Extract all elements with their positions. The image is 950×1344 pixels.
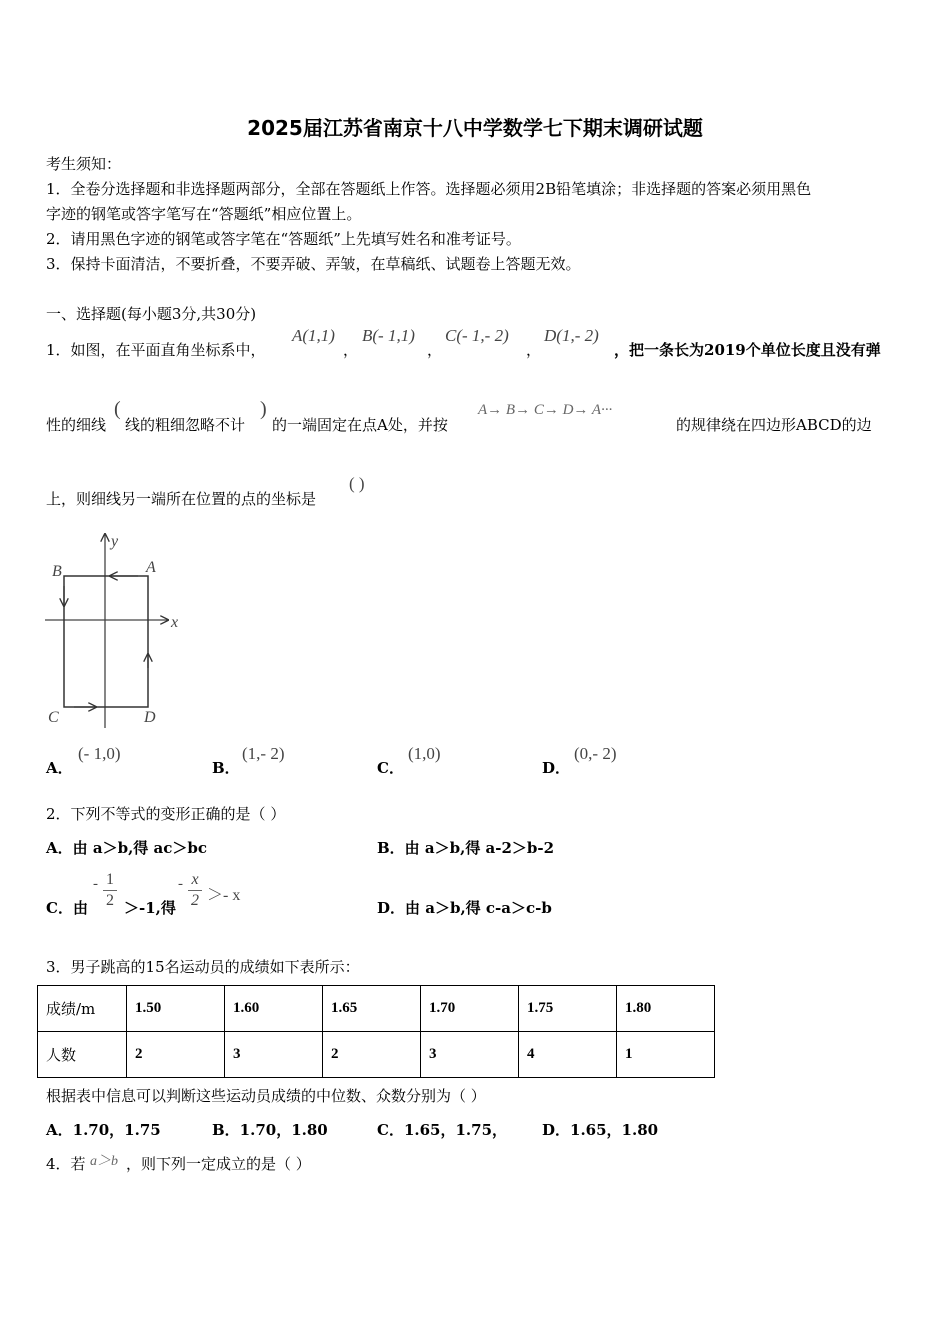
notice-heading: 考生须知： [46, 155, 122, 173]
q4-lead: 4．若 [46, 1155, 86, 1173]
label-b: B [52, 563, 62, 580]
xfrac-num: x [191, 871, 199, 888]
q2-option-c-end: ＞- x [207, 887, 241, 904]
q1-option-b-label: B． [212, 759, 240, 777]
label-c: C [48, 709, 59, 726]
q2-stem: 2．下列不等式的变形正确的是（ ） [46, 805, 286, 823]
notice-line-1b: 字迹的钢笔或答字笔写在“答题纸”相应位置上。 [46, 205, 362, 223]
q2-option-a: A．由 a＞b,得 ac＞bc [46, 839, 207, 857]
table-cell: 2 [127, 1032, 225, 1078]
q2-option-c-xfraction [188, 870, 202, 911]
q4-tail: ，则下列一定成立的是（ ） [126, 1155, 311, 1173]
xfrac-den: 2 [191, 892, 199, 909]
notice-line-3: 3．保持卡面清洁，不要折叠，不要弄破、弄皱，在草稿纸、试题卷上答题无效。 [46, 255, 581, 273]
table-cell: 3 [421, 1032, 519, 1078]
q1-point-c: C(- 1,- 2) [445, 326, 509, 345]
notice-line-2: 2．请用黑色字迹的钢笔或答字笔在“答题纸”上先填写姓名和准考证号。 [46, 230, 521, 248]
q1-line2-c: 的一端固定在点A处，并按 [272, 416, 448, 434]
table-row [38, 1032, 715, 1078]
q1-lead: 1．如图，在平面直角坐标系中， [46, 341, 266, 359]
q1-option-a-value: (- 1,0) [78, 744, 121, 763]
notice-line-1a: 1．全卷分选择题和非选择题两部分，全部在答题纸上作答。选择题必须用2B铅笔填涂；非选择题的答案必须用黑色 [46, 180, 812, 198]
q2-option-c-fraction [103, 870, 117, 911]
table-cell: 1.60 [225, 986, 323, 1032]
table-cell: 1.75 [519, 986, 617, 1032]
q2-option-c-xneg: - [178, 876, 183, 892]
table-cell: 人数 [38, 1032, 127, 1078]
q3-table [37, 985, 715, 1078]
section-heading: 一、选择题(每小题3分,共30分) [46, 305, 257, 323]
table-cell: 成绩/m [38, 986, 127, 1032]
q3-question: 根据表中信息可以判断这些运动员成绩的中位数、众数分别为（ ） [46, 1087, 486, 1105]
q1-figure [40, 528, 200, 728]
q1-blank: ( ) [349, 474, 365, 493]
q3-stem: 3．男子跳高的15名运动员的成绩如下表所示： [46, 958, 360, 976]
label-d: D [144, 709, 156, 726]
page-title: 2025届江苏省南京十八中学数学七下期末调研试题 [247, 116, 703, 140]
table-cell: 3 [225, 1032, 323, 1078]
q1-paren-open: ( [114, 398, 121, 420]
q1-sep-2: ， [427, 341, 443, 359]
q3-option-b: B．1.70，1.80 [212, 1121, 328, 1139]
q1-sep-3: ， [526, 341, 542, 359]
q1-option-c-value: (1,0) [408, 744, 441, 763]
q1-option-c-label: C． [377, 759, 404, 777]
q2-option-c-label: C．由 [46, 899, 88, 917]
q2-option-b: B．由 a＞b,得 a-2＞b-2 [377, 839, 555, 857]
q3-option-d: D．1.65，1.80 [542, 1121, 659, 1139]
table-cell: 1.65 [323, 986, 421, 1032]
table-cell: 1 [617, 1032, 715, 1078]
q1-option-d-value: (0,- 2) [574, 744, 617, 763]
label-y: y [111, 533, 119, 550]
q1-paren-close: ) [260, 398, 267, 420]
q3-option-a: A．1.70，1.75 [46, 1121, 161, 1139]
table-cell: 1.50 [127, 986, 225, 1032]
q1-option-d-label: D． [542, 759, 571, 777]
q3-option-c: C．1.65，1.75， [377, 1121, 508, 1139]
q1-line2-d: 的规律绕在四边形ABCD的边 [676, 416, 872, 434]
q4-condition: a＞b [90, 1154, 118, 1169]
table-cell: 1.70 [421, 986, 519, 1032]
q1-sep-1: ， [343, 341, 359, 359]
q1-point-d: D(1,- 2) [544, 326, 599, 345]
quad-abcd [64, 576, 148, 707]
q2-option-d: D．由 a＞b,得 c-a＞c-b [377, 899, 552, 917]
table-row [38, 986, 715, 1032]
q2-option-c-mid: ＞-1,得 [124, 899, 176, 917]
q1-path: A→ B→ C→ D→ A··· [478, 402, 613, 418]
q1-option-b-value: (1,- 2) [242, 744, 285, 763]
q1-tail-1: ，把一条长为2019个单位长度且没有弹 [614, 341, 881, 359]
q1-point-a: A(1,1) [292, 326, 335, 345]
label-x: x [171, 614, 179, 631]
table-cell: 2 [323, 1032, 421, 1078]
q2-option-c-neg: - [93, 876, 98, 892]
q1-point-b: B(- 1,1) [362, 326, 415, 345]
q1-option-a-label: A． [46, 759, 73, 777]
q1-line2-b: 线的粗细忽略不计 [125, 416, 246, 434]
q1-line3: 上，则细线另一端所在位置的点的坐标是 [46, 490, 317, 508]
q1-line2-a: 性的细线 [46, 416, 107, 434]
frac-num: 1 [106, 871, 114, 888]
label-a: A [146, 559, 156, 576]
table-cell: 1.80 [617, 986, 715, 1032]
frac-den: 2 [106, 892, 114, 909]
table-cell: 4 [519, 1032, 617, 1078]
